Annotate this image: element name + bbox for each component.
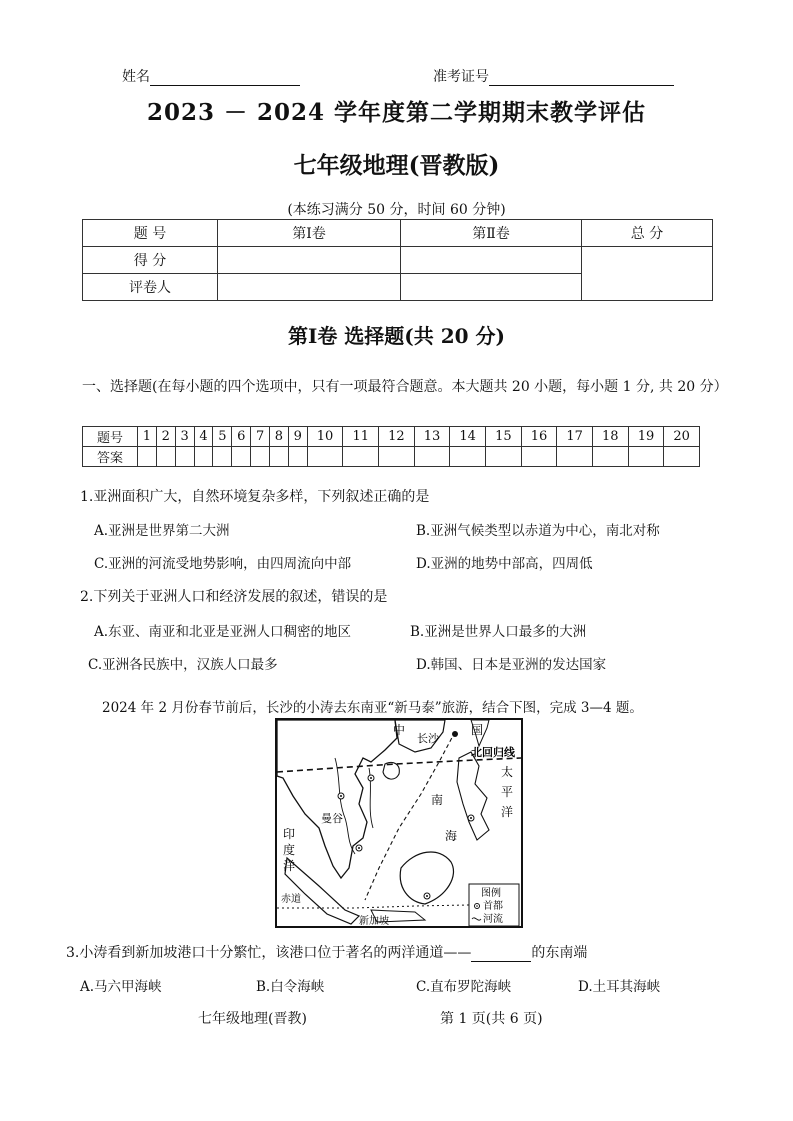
southeast-asia-map [275, 718, 523, 928]
answer-cell[interactable] [213, 447, 232, 467]
question-1-option-d[interactable]: D.亚洲的地势中部高，四周低 [416, 556, 593, 572]
footer-subject: 七年级地理(晋教) [198, 1011, 307, 1027]
passage-text: 2024 年 2 月份春节前后，长沙的小涛去东南亚“新马泰”旅游，结合下图，完成 3—4 题。 [102, 700, 643, 716]
answer-cell[interactable] [486, 447, 522, 467]
table-row-label: 评卷人 [83, 274, 218, 301]
question-2-option-b[interactable]: B.亚洲是世界人口最多的大洲 [410, 624, 587, 640]
question-number-cell: 9 [288, 427, 307, 447]
question-number-cell: 6 [232, 427, 251, 447]
grader-cell[interactable] [401, 274, 582, 301]
answer-table [82, 426, 700, 467]
answer-cell[interactable] [343, 447, 379, 467]
answer-cell[interactable] [270, 447, 289, 467]
question-number-cell: 12 [379, 427, 415, 447]
question-number-cell: 14 [450, 427, 486, 447]
question-3-stem-after: 的东南端 [531, 945, 588, 961]
score-cell[interactable] [218, 247, 401, 274]
answer-cell[interactable] [175, 447, 194, 467]
total-score-cell[interactable] [582, 247, 713, 301]
answer-cell[interactable] [288, 447, 307, 467]
exam-id-field-row [433, 66, 674, 86]
answer-cell[interactable] [664, 447, 700, 467]
score-cell[interactable] [401, 247, 582, 274]
answer-cell[interactable] [307, 447, 343, 467]
map-label-pacific-2: 平 [501, 785, 514, 799]
table-row-label: 答案 [83, 447, 138, 467]
score-table [82, 219, 713, 301]
map-label-sea: 海 [445, 829, 458, 843]
question-number-cell: 16 [521, 427, 557, 447]
question-1-option-c[interactable]: C.亚洲的河流受地势影响，由四周流向中部 [94, 556, 352, 572]
question-1-stem: 1.亚洲面积广大，自然环境复杂多样，下列叙述正确的是 [80, 489, 430, 505]
section-title: 第Ⅰ卷 选择题(共 20 分) [287, 324, 505, 348]
question-number-cell: 3 [175, 427, 194, 447]
table-row-label: 得 分 [83, 247, 218, 274]
question-number-cell: 10 [307, 427, 343, 447]
table-header-cell: 第Ⅰ卷 [218, 220, 401, 247]
map-label-bangkok: 曼谷 [321, 812, 343, 825]
map-label-singapore: 新加坡 [359, 916, 389, 927]
map-label-changsha: 长沙 [417, 732, 439, 745]
table-row [83, 427, 700, 447]
answer-cell[interactable] [557, 447, 593, 467]
map-label-pacific-3: 洋 [501, 805, 514, 819]
answer-cell[interactable] [521, 447, 557, 467]
answer-cell[interactable] [450, 447, 486, 467]
question-3-option-a[interactable]: A.马六甲海峡 [80, 979, 162, 995]
answer-cell[interactable] [232, 447, 251, 467]
question-3-blank[interactable] [471, 947, 531, 962]
question-number-cell: 1 [138, 427, 157, 447]
map-label-equator: 赤道 [281, 894, 301, 905]
instruction-text: 一、选择题(在每小题的四个选项中，只有一项最符合题意。本大题共 20 小题，每小题 1 分, 共 20 分） [82, 379, 728, 395]
page-subtitle: 七年级地理(晋教版) [293, 152, 500, 179]
map-label-south: 南 [431, 793, 444, 807]
question-1-option-a[interactable]: A.亚洲是世界第二大洲 [94, 523, 230, 539]
question-number-cell: 7 [251, 427, 270, 447]
map-legend-river: 河流 [483, 914, 503, 925]
table-header-cell: 第Ⅱ卷 [401, 220, 582, 247]
answer-cell[interactable] [379, 447, 415, 467]
question-3-option-b[interactable]: B.白令海峡 [256, 979, 325, 995]
answer-cell[interactable] [414, 447, 450, 467]
answer-cell[interactable] [156, 447, 175, 467]
question-number-cell: 15 [486, 427, 522, 447]
question-number-cell: 5 [213, 427, 232, 447]
map-legend-capital: 首都 [483, 901, 503, 912]
question-3-stem [66, 942, 587, 962]
question-number-cell: 11 [343, 427, 379, 447]
exam-note: (本练习满分 50 分，时间 60 分钟) [287, 202, 506, 218]
question-number-cell: 8 [270, 427, 289, 447]
question-number-cell: 18 [592, 427, 628, 447]
question-number-cell: 20 [664, 427, 700, 447]
name-label: 姓名 [122, 69, 150, 85]
question-3-stem-before: 3.小涛看到新加坡港口十分繁忙，该港口位于著名的两洋通道—— [66, 945, 472, 961]
question-number-cell: 19 [628, 427, 664, 447]
map-label-indian-3: 洋 [283, 859, 296, 873]
table-row-label: 题号 [83, 427, 138, 447]
question-number-cell: 13 [414, 427, 450, 447]
question-2-option-d[interactable]: D.韩国、日本是亚洲的发达国家 [416, 657, 607, 673]
question-3-option-d[interactable]: D.土耳其海峡 [578, 979, 661, 995]
question-3-option-c[interactable]: C.直布罗陀海峡 [416, 979, 512, 995]
exam-id-label: 准考证号 [433, 69, 489, 85]
question-2-option-a[interactable]: A.东亚、南亚和北亚是亚洲人口稠密的地区 [94, 624, 352, 640]
map-label-indian-2: 度 [283, 843, 296, 857]
question-number-cell: 2 [156, 427, 175, 447]
map-label-pacific-1: 太 [501, 765, 514, 779]
answer-cell[interactable] [251, 447, 270, 467]
question-2-option-c[interactable]: C.亚洲各民族中，汉族人口最多 [88, 657, 278, 673]
table-row [83, 247, 713, 274]
page-title: 2023 － 2024 学年度第二学期期末教学评估 [146, 99, 647, 126]
name-field-row [122, 66, 300, 86]
question-number-cell: 4 [194, 427, 213, 447]
answer-cell[interactable] [138, 447, 157, 467]
map-label-indian-1: 印 [283, 827, 296, 841]
map-label-china: 中 [393, 723, 406, 737]
question-2-stem: 2.下列关于亚洲人口和经济发展的叙述，错误的是 [80, 589, 388, 605]
table-header-cell: 总 分 [582, 220, 713, 247]
table-row [83, 220, 713, 247]
map-label-tropic: 北回归线 [471, 746, 515, 759]
table-header-cell: 题 号 [83, 220, 218, 247]
answer-cell[interactable] [194, 447, 213, 467]
grader-cell[interactable] [218, 274, 401, 301]
exam-id-blank[interactable] [489, 69, 674, 86]
question-1-option-b[interactable]: B.亚洲气候类型以赤道为中心，南北对称 [416, 523, 660, 539]
table-row [83, 447, 700, 467]
name-blank[interactable] [150, 69, 300, 86]
map-legend-title: 图例 [481, 888, 501, 899]
question-number-cell: 17 [557, 427, 593, 447]
answer-cell[interactable] [592, 447, 628, 467]
answer-cell[interactable] [628, 447, 664, 467]
footer-page-number: 第 1 页(共 6 页) [440, 1011, 543, 1027]
map-label-country: 国 [471, 723, 484, 737]
